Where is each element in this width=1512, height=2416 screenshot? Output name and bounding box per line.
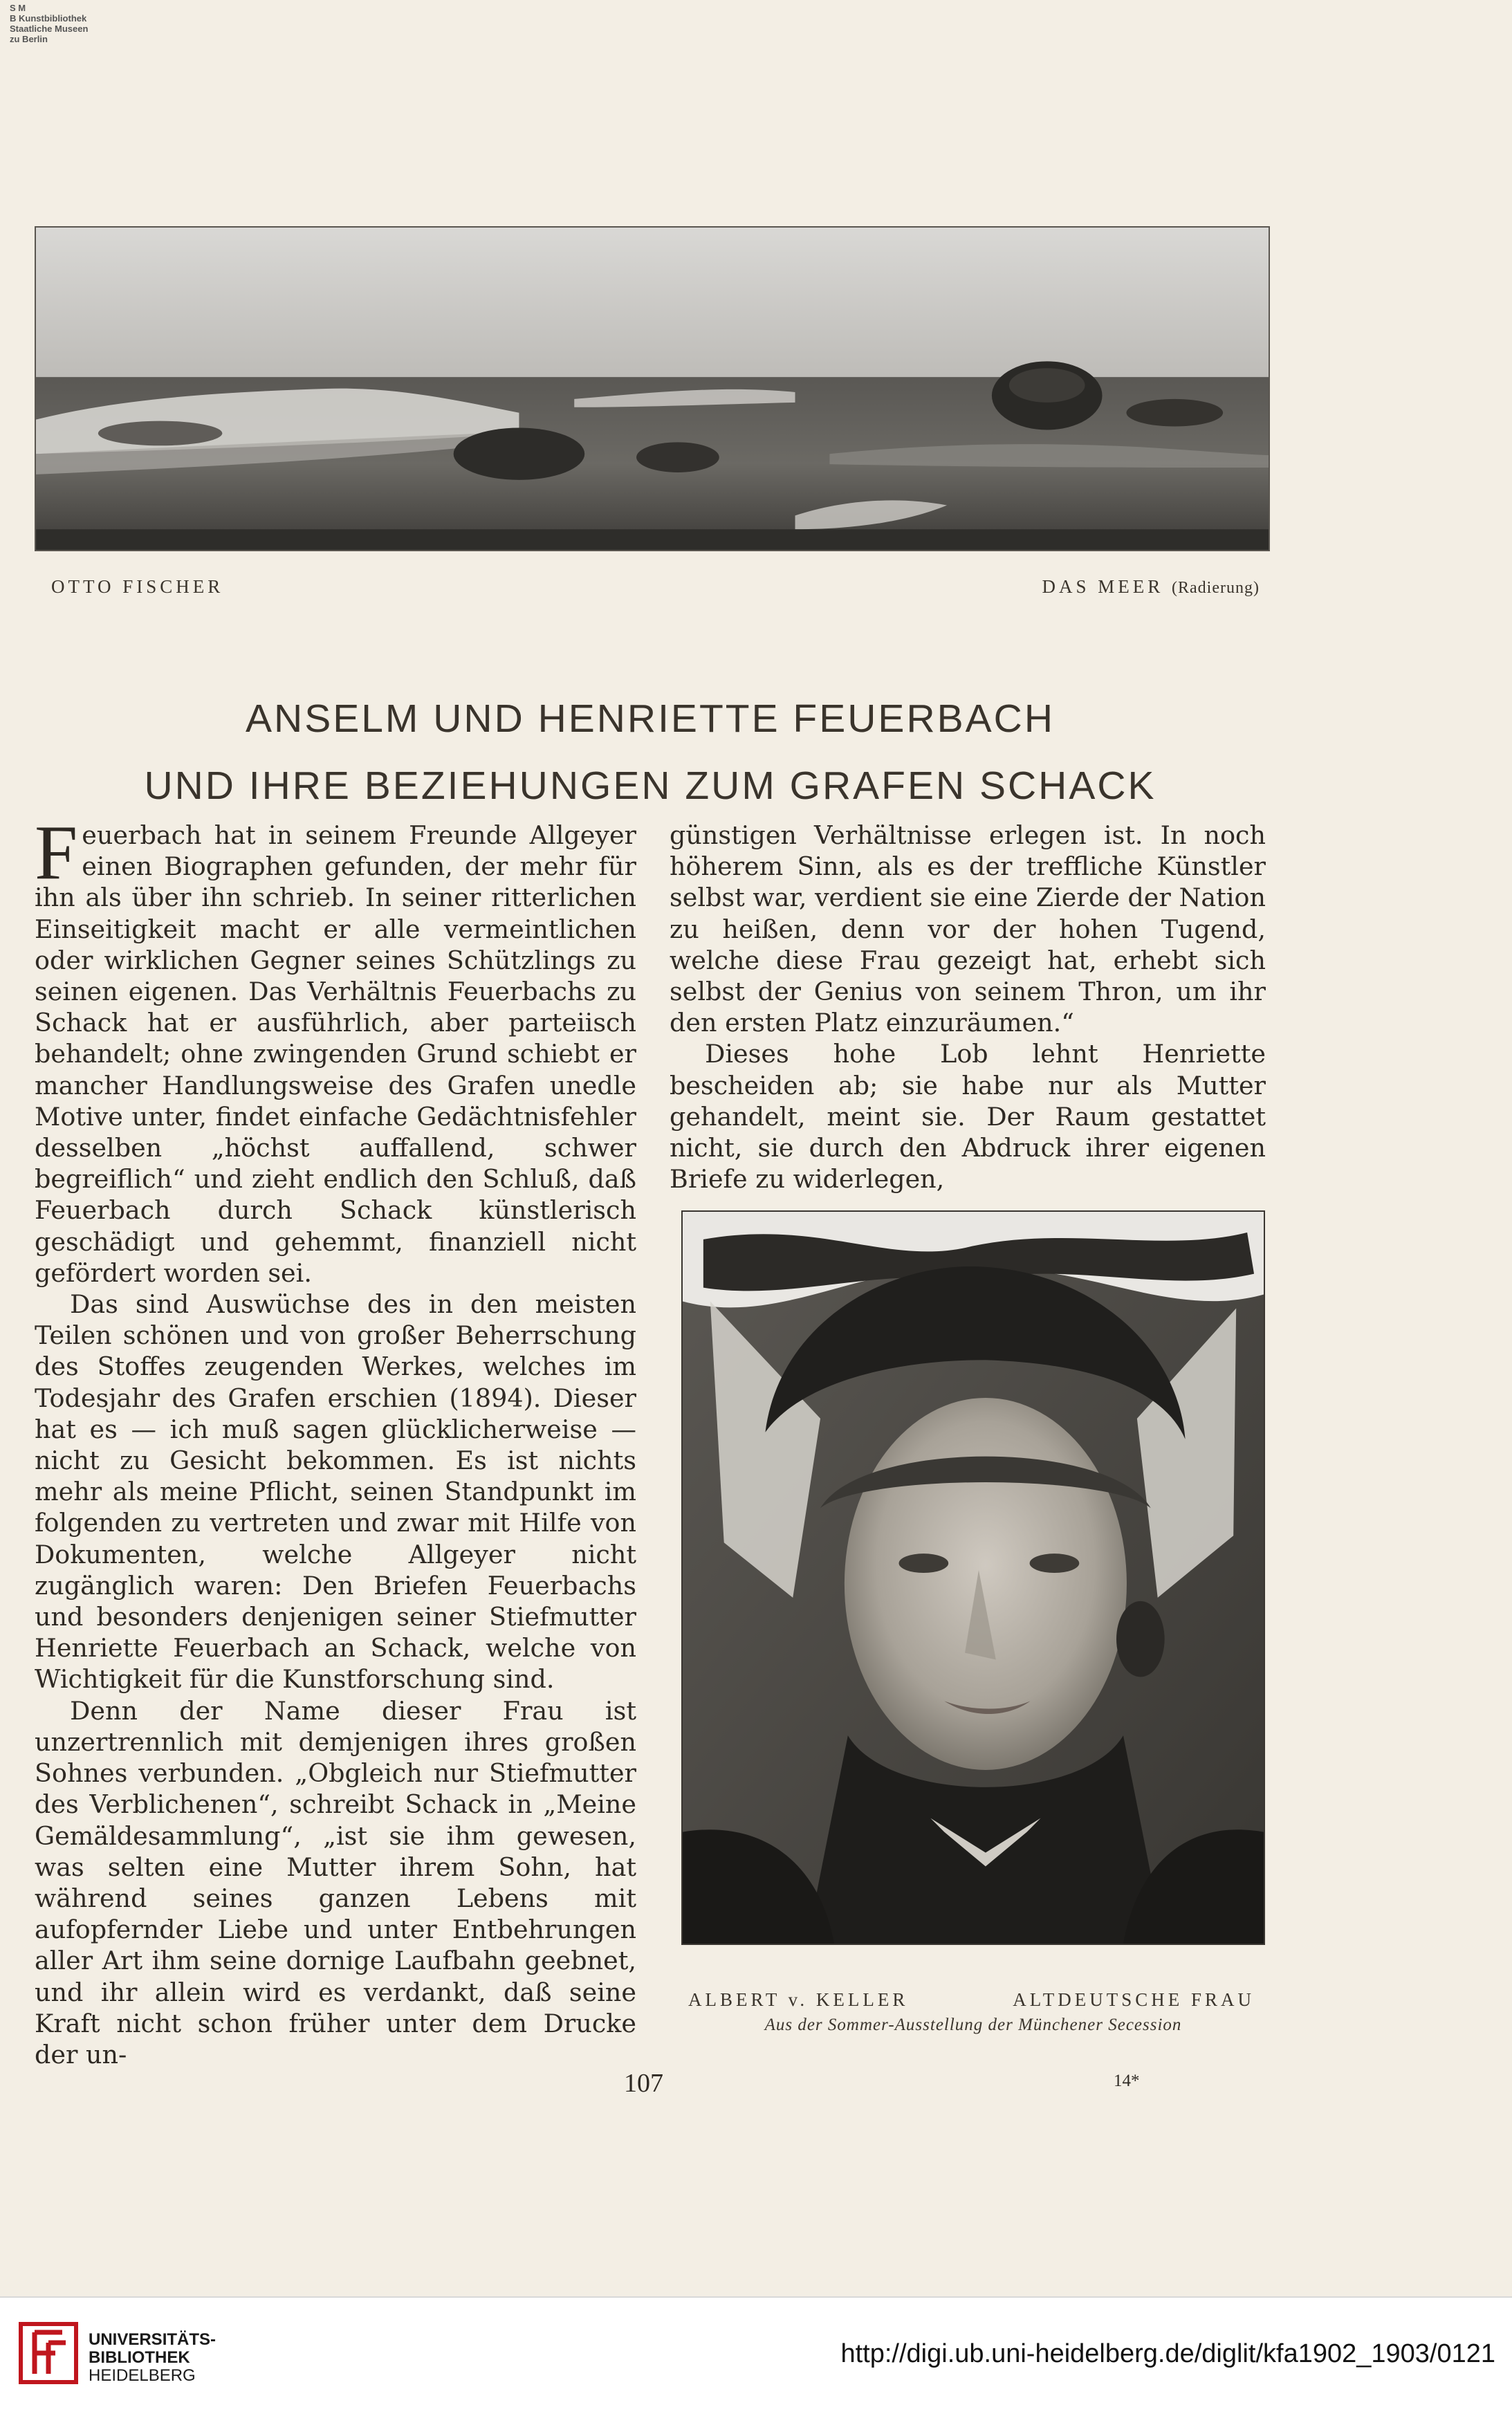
footer-bar — [0, 2296, 1512, 2416]
university-library-logo-icon[interactable] — [14, 2318, 83, 2388]
portrait-source: Aus der Sommer-Ausstellung der Münchener Secession — [764, 2016, 1182, 2034]
paragraph: Das sind Auswüchse des in den meisten Teilen schönen und von großer Beherrschung des Stoffes zeugenden Werkes, welches im Todesjahr des Grafen erschien (1894). Dieser hat es — ich muß sagen glücklicherweise — nicht zu Gesicht bekommen. Es ist nichts mehr als meine Pflicht, seinen Standpunkt im folgenden zu vertreten und zwar mit Hilfe von Dokumenten, welche Allgeyer nicht zugänglich waren: Den Briefen Feuerbachs und besonders denjenigen seiner Stiefmutter Henriette Feuerbach an Schack, welche von Wichtigkeit für die Kunstforschung sind. — [35, 1289, 636, 1695]
paragraph: Denn der Name dieser Frau ist unzertrennlich mit demjenigen ihres großen Sohnes verbunden. „Obgleich nur Stiefmutter des Verblichenen“, schreibt Schack in „Meine Gemäldesammlung“, „ist sie ihm gewesen, was selten eine Mutter ihrem Sohn, hat während seines ganzen Lebens mit aufopfernder Liebe und unter Entbehrungen aller Art ihm seine dornige Laufbahn geebnet, und ihr allein wird es verdankt, daß seine Kraft nicht schon früher unter dem Drucke der un- — [35, 1695, 636, 2069]
page-number: 107 — [624, 2069, 663, 2098]
text-column-right — [670, 820, 1266, 1195]
logo-line: HEIDELBERG — [89, 2366, 196, 2385]
permalink-url[interactable]: http://digi.ub.uni-heidelberg.de/diglit/kfa1902_1903/0121 — [840, 2339, 1495, 2368]
article-title-line-1: ANSELM UND HENRIETTE FEUERBACH — [246, 697, 1055, 741]
library-stamp — [10, 3, 148, 44]
seascape-technique: (Radierung) — [1172, 579, 1260, 597]
seascape-title: DAS MEER — [1042, 576, 1164, 597]
paragraph — [35, 810, 636, 1289]
text-column-left — [35, 810, 636, 2070]
paragraph-text: euerbach hat in seinem Freunde Allgeyer einen Biographen gefunden, der mehr für ihn als über ihn schrieb. In seiner ritterlichen Einseitigkeit macht er alle vermeintlichen oder wirklichen Gegner seines Schützlings zu seinen eigenen. Das Verhältnis Feuerbachs zu Schack hat er ausführlich, aber parteiisch behandelt; ohne zwingenden Grund schiebt er mancher Handlungsweise des Grafen unedle Motive unter, findet einfache Gedächtnisfehler desselben „höchst auffallend, schwer begreiflich“ und zieht endlich den Schluß, daß Feuerbach durch Schack künstlerisch geschädigt und gehemmt, finanziell nicht gefördert worden sei. — [35, 820, 636, 1288]
seascape-artist: OTTO FISCHER — [51, 576, 224, 597]
university-library-name — [89, 2331, 216, 2385]
logo-line: UNIVERSITÄTS- — [89, 2330, 216, 2349]
paragraph: Dieses hohe Lob lehnt Henriette bescheiden ab; sie habe nur als Mutter gehandelt, meint sie. Der Raum gestattet nicht, sie durch den Abdruck ihrer eigenen Briefe zu widerlegen, — [670, 1039, 1266, 1195]
seascape-title-group — [1042, 576, 1260, 598]
portrait-title: ALTDEUTSCHE FRAU — [1013, 1989, 1255, 2010]
article-title-line-2: UND IHRE BEZIEHUNGEN ZUM GRAFEN SCHACK — [144, 764, 1156, 809]
stamp-line: S M — [10, 3, 26, 13]
drop-cap: F — [35, 810, 78, 896]
paragraph: günstigen Verhältnisse erlegen ist. In noch höherem Sinn, als es der treffliche Künstler selbst war, verdient sie eine Zierde der Nation zu heißen, denn vor der hohen Tugend, welche diese Frau gezeigt hat, erhebt sich selbst der Genius von seinem Thron, um ihr den ersten Platz einzuräumen.“ — [670, 820, 1266, 1038]
portrait-painting — [681, 1210, 1265, 1945]
signature-mark: 14* — [1114, 2072, 1140, 2090]
seascape-etching — [35, 226, 1270, 551]
portrait-artist: ALBERT v. KELLER — [688, 1989, 909, 2010]
stamp-line: B Kunstbibliothek — [10, 13, 87, 24]
seascape-image — [36, 228, 1269, 550]
logo-line: BIBLIOTHEK — [89, 2348, 190, 2367]
portrait-image — [683, 1212, 1264, 1944]
stamp-line: zu Berlin — [10, 34, 48, 44]
stamp-line: Staatliche Museen — [10, 24, 89, 34]
